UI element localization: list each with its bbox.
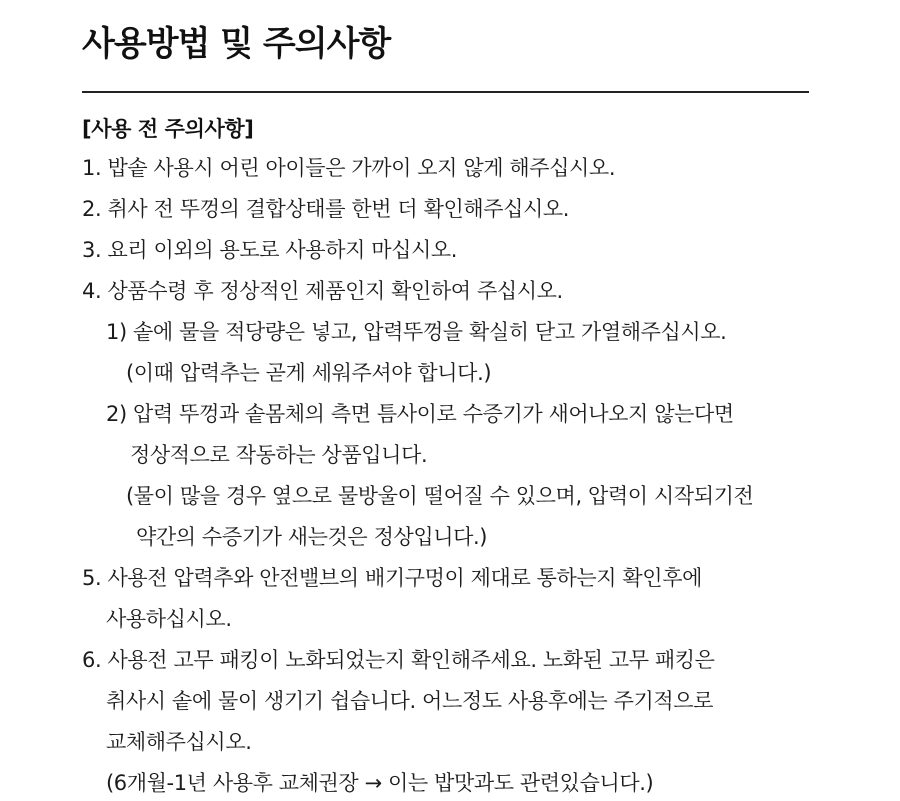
precaution-item-6: 6. 사용전 고무 패킹이 노화되었는지 확인해주세요. 노화된 고무 패킹은 — [82, 648, 715, 672]
precaution-item-2: 2. 취사 전 뚜껑의 결합상태를 한번 더 확인해주십시오. — [82, 197, 570, 221]
page-title: 사용방법 및 주의사항 — [82, 24, 391, 64]
check-step-1-note: (이때 압력추는 곧게 세워주셔야 합니다.) — [126, 361, 492, 385]
precaution-item-6-continued: 취사시 솥에 물이 생기기 쉽습니다. 어느정도 사용후에는 주기적으로 — [106, 689, 714, 713]
precaution-item-5: 5. 사용전 압력추와 안전밸브의 배기구멍이 제대로 통하는지 확인후에 — [82, 566, 702, 590]
precaution-item-5-continued: 사용하십시오. — [106, 607, 232, 631]
check-step-2-note-continued: 약간의 수증기가 새는것은 정상입니다.) — [136, 525, 488, 549]
precaution-item-4: 4. 상품수령 후 정상적인 제품인지 확인하여 주십시오. — [82, 279, 563, 303]
precaution-item-1: 1. 밥솥 사용시 어린 아이들은 가까이 오지 않게 해주십시오. — [82, 156, 616, 180]
check-step-1: 1) 솥에 물을 적당량은 넣고, 압력뚜껑을 확실히 닫고 가열해주십시오. — [106, 320, 727, 344]
check-step-2-note: (물이 많을 경우 옆으로 물방울이 떨어질 수 있으며, 압력이 시작되기전 — [126, 484, 754, 508]
replacement-recommendation: (6개월-1년 사용후 교체권장 → 이는 밥맛과도 관련있습니다.) — [106, 771, 654, 795]
check-step-2-continued: 정상적으로 작동하는 상품입니다. — [130, 443, 428, 467]
check-step-2: 2) 압력 뚜껑과 솥몸체의 측면 틈사이로 수증기가 새어나오지 않는다면 — [106, 402, 734, 426]
precaution-item-3: 3. 요리 이외의 용도로 사용하지 마십시오. — [82, 238, 458, 262]
section-heading: [사용 전 주의사항] — [82, 117, 254, 141]
precaution-item-6-continued-2: 교체해주십시오. — [106, 730, 252, 754]
